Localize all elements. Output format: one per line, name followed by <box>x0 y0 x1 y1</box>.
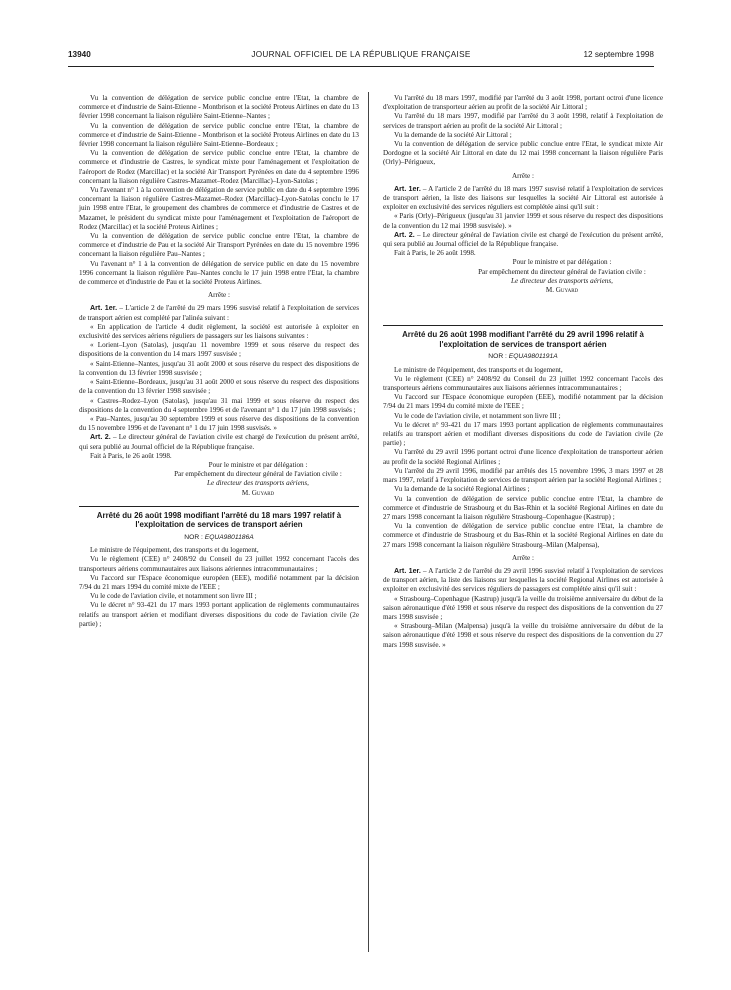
article-heading: Art. 1er. <box>90 304 118 313</box>
article-2 <box>79 433 359 451</box>
signature-line: Le directeur des transports aériens, <box>207 479 309 488</box>
right-column <box>383 94 663 650</box>
journal-title: JOURNAL OFFICIEL DE LA RÉPUBLIQUE FRANÇAISE <box>251 50 471 59</box>
signatory-name: M. Guyard <box>241 488 275 497</box>
page-header <box>68 50 654 64</box>
article-heading: Art. 2. <box>394 230 415 239</box>
article-heading: Art. 1er. <box>394 566 421 575</box>
signature-line: Pour le ministre et par délégation : <box>208 460 308 469</box>
arrete-label: Arrête : <box>511 171 534 180</box>
section-rule <box>383 325 663 326</box>
header-rule <box>68 66 654 67</box>
paragraph: Vu la convention de délégation de service public conclue entre l'Etat, la chambre de commerce et d'industrie de Strasbourg et du Bas-Rhin et la société Regional Airlines en date du 27 mars 1998 concernant la liaison régulière Strasbourg–Milan (Malpensa), <box>383 522 663 549</box>
article-heading: Art. 1er. <box>394 184 421 193</box>
arrete-label: Arrête : <box>207 291 230 300</box>
arrete-label: Arrête : <box>511 553 534 562</box>
column-separator <box>368 92 369 952</box>
paragraph: Vu la demande de la société Air Littoral ; <box>394 130 512 139</box>
paragraph: Vu la convention de délégation de service public conclue entre l'Etat, la chambre de commerce et d'industrie de Castres, le syndicat mixte pour l'aménagement et l'exploitation de l'aéroport de Rodez (Marcillac) et la société Air Transport Pyrénées en date du 4 septembre 1996 concernant la liaison régulière Castres-Mazamet–Rodez (Marcillac)–Lyon-Satolas ; <box>79 149 359 185</box>
paragraph: Vu la demande de la société Regional Airlines ; <box>394 485 530 494</box>
paragraph: Vu la convention de délégation de service public conclue entre l'Etat, la chambre de commerce et d'industrie de Pau et la société Air Transport Pyrénées en date du 15 novembre 1996 concernant la liaison régulière Pau–Nantes ; <box>79 232 359 259</box>
paragraph: Vu le règlement (CEE) n° 2408/92 du Conseil du 23 juillet 1992 concernant l'accès des transporteurs aériens communautaires aux liaisons aériennes intracommunautaires ; <box>79 555 359 573</box>
signature-line: Pour le ministre et par délégation : <box>512 258 612 267</box>
list-item: « Saint-Etienne–Bordeaux, jusqu'au 31 août 2000 et sous réserve du respect des dispositions de la convention du 13 février 1998 susvisée ; <box>79 378 359 396</box>
paragraph: Vu l'arrêté du 18 mars 1997, modifié par l'arrêté du 3 août 1998, portant octroi d'une licence d'exploitation de transporteur aérien au profit de la société Air Littoral ; <box>383 94 663 112</box>
article-text: – A l'article 2 de l'arrêté du 29 avril 1996 susvisé relatif à l'exploitation de services de transport aérien, la liste des liaisons sur lesquelles la société Regional Airlines est autorisée à exploiter en exclusivité des services réguliers de passagers est complétée ainsi qu'il suit : <box>383 566 663 594</box>
issue-date: 12 septembre 1998 <box>583 50 654 59</box>
decree-title: Arrêté du 26 août 1998 modifiant l'arrêté du 18 mars 1997 relatif à l'exploitation de services de transport aérien <box>96 510 342 530</box>
paragraph: Vu la convention de délégation de service public conclue entre l'Etat, la chambre de commerce et d'industrie de Saint-Etienne - Montbrison et la société Proteus Airlines en date du 13 février 1998 concernant la liaison régulière Saint-Etienne–Bordeaux ; <box>79 121 359 149</box>
decree-title: Arrêté du 26 août 1998 modifiant l'arrêté du 29 avril 1996 relatif à l'exploitation de services de transport aérien <box>402 330 644 349</box>
done-at: Fait à Paris, le 26 août 1998. <box>90 451 172 460</box>
paragraph: Vu l'avenant n° 1 à la convention de délégation de service public en date du 4 septembre 1996 concernant la liaison régulière Castres-Mazamet–Rodez (Marcillac)–Lyon-Satolas conclu le 17 juin 1998 entre l'Etat, le groupement des chambres de commerce et d'industrie de Castres et de Mazamet, le président du syndicat mixte pour l'aménagement et l'exploitation de l'aéroport de Rodez (Marcillac) et la société Proteus Airlines ; <box>79 186 359 231</box>
article-1 <box>383 185 663 213</box>
paragraph: Vu le code de l'aviation civile, et notamment son livre III ; <box>394 411 561 420</box>
paragraph: Vu le décret n° 93-421 du 17 mars 1993 portant application de règlements communautaires relatifs au transport aérien et modifiant diverses dispositions du code de l'aviation civile (2e partie) ; <box>383 420 663 448</box>
signatory-name: M. Guyard <box>545 286 579 295</box>
paragraph: Vu le règlement (CEE) n° 2408/92 du Conseil du 23 juillet 1992 concernant l'accès des transporteurs aériens communautaires aux liaisons aériennes intracommunautaires ; <box>383 374 663 393</box>
article-text: – L'article 2 de l'arrêté du 29 mars 1996 susvisé relatif à l'exploitation de services de transport aérien est complété par l'alinéa suivant : <box>79 304 360 322</box>
page-number: 13940 <box>68 50 91 59</box>
paragraph: Vu le décret n° 93-421 du 17 mars 1993 portant application de règlements communautaires relatifs au transport aérien et modifiant diverses dispositions du code de l'aviation civile (2e partie) ; <box>79 601 359 628</box>
paragraph: Le ministre de l'équipement, des transports et du logement, <box>90 546 259 555</box>
section-rule <box>79 506 359 507</box>
nor-reference: NOR : EQUA9801191A <box>488 353 558 361</box>
article-heading: Art. 2. <box>90 433 111 442</box>
done-at: Fait à Paris, le 26 août 1998. <box>394 249 476 258</box>
article-text: – A l'article 2 de l'arrêté du 18 mars 1997 susvisé relatif à l'exploitation de services de transport aérien, la liste des liaisons sur lesquelles la société Air Littoral est autorisée à exploiter en exclusivité des services réguliers est complétée ainsi qu'il suit : <box>383 184 664 212</box>
article-1 <box>79 304 359 322</box>
article-2 <box>383 231 663 249</box>
paragraph: Vu l'avenant n° 1 à la convention de délégation de service public en date du 15 novembre 1996 concernant la liaison régulière Pau–Nantes conclu le 17 juin 1998 entre l'Etat, la chambre de commerce et d'industrie de Pau et la société Proteus Airlines. <box>79 259 359 287</box>
paragraph: Vu l'accord sur l'Espace économique européen (EEE), modifié notamment par la décision 7/94 du 21 mars 1994 du comité mixte de l'EEE ; <box>79 573 359 591</box>
list-item: « Strasbourg–Milan (Malpensa) jusqu'à la veille du troisième anniversaire du début de la saison aéronautique d'été 1998 et sous réserve du respect des dispositions de la convention du 27 mars 1998 susvisée. » <box>383 622 663 649</box>
list-item: « Lorient–Lyon (Satolas), jusqu'au 11 novembre 1999 et sous réserve du respect des dispositions de la convention du 14 mars 1997 susvisée ; <box>79 341 359 359</box>
paragraph: Vu l'arrêté du 29 avril 1996, modifié par arrêtés des 15 novembre 1996, 3 mars 1997 et 28 mars 1997, relatif à l'exploitation de services de transport aérien par la société Regional Airlines ; <box>383 466 663 485</box>
signature-line: Le directeur des transports aériens, <box>511 276 613 285</box>
paragraph: Vu l'accord sur l'Espace économique européen (EEE), modifié notamment par la décision 7/94 du 21 mars 1994 du comité mixte de l'EEE ; <box>383 393 663 411</box>
signature-line: Par empêchement du directeur général de l'aviation civile : <box>478 267 646 276</box>
signature-line: Par empêchement du directeur général de l'aviation civile : <box>174 470 342 479</box>
list-item: « Castres–Rodez–Lyon (Satolas), jusqu'au 31 mai 1999 et sous réserve du respect des dispositions de la convention du 4 septembre 1996 et de l'avenant n° 1 du 17 juin 1998 susvisés ; <box>79 396 359 414</box>
paragraph: Vu le code de l'aviation civile, et notamment son livre III ; <box>90 592 257 601</box>
list-item: « Saint-Etienne–Nantes, jusqu'au 31 août 2000 et sous réserve du respect des dispositions de la convention du 13 février 1998 susvisée ; <box>79 359 359 377</box>
article-1 <box>383 567 663 595</box>
paragraph: Vu l'arrêté du 18 mars 1997, modifié par l'arrêté du 3 août 1998, relatif à l'exploitation de services de transport aérien au profit de la société Air Littoral ; <box>383 112 663 130</box>
left-column <box>79 94 359 629</box>
article-text: – Le directeur général de l'aviation civile est chargé de l'exécution du présent arrêté, qui sera publié au Journal officiel de la République française. <box>79 433 359 451</box>
paragraph: Vu la convention de délégation de service public conclue entre l'Etat, le syndicat mixte Air Dordogne et la société Air Littoral en date du 12 mai 1998 concernant la liaison régulière Paris (Orly)–Périgueux, <box>383 140 663 167</box>
nor-reference: NOR : EQUA9801186A <box>184 533 254 541</box>
paragraph: Le ministre de l'équipement, des transports et du logement, <box>394 365 563 374</box>
list-item: « Pau–Nantes, jusqu'au 30 septembre 1999 et sous réserve des dispositions de la convention du 15 novembre 1996 et de l'avenant n° 1 du 17 juin 1998 susvisés. » <box>79 414 359 433</box>
article-text: – Le directeur général de l'aviation civile est chargé de l'exécution du présent arrêté, qui sera publié au Journal officiel de la République française. <box>383 230 663 249</box>
paragraph: Vu la convention de délégation de service public conclue entre l'Etat, la chambre de commerce et d'industrie de Strasbourg et du Bas-Rhin et la société Regional Airlines en date du 27 mars 1998 concernant la liaison régulière Strasbourg–Copenhague (Kastrup) ; <box>383 494 663 521</box>
paragraph: Vu la convention de délégation de service public conclue entre l'Etat, la chambre de commerce et d'industrie de Saint-Etienne - Montbrison et la société Proteus Airlines en date du 13 février 1998 concernant la liaison régulière Saint-Etienne–Nantes ; <box>79 94 359 121</box>
list-item: « En application de l'article 4 dudit règlement, la société est autorisée à exploiter en exclusivité des services aériens réguliers de passagers sur les liaisons suivantes : <box>79 322 359 341</box>
list-item: « Strasbourg–Copenhague (Kastrup) jusqu'à la veille du troisième anniversaire du début de la saison aéronautique d'été 1998 et sous réserve du respect des dispositions de la convention du 27 mars 1998 susvisée ; <box>383 594 663 621</box>
paragraph: Vu l'arrêté du 29 avril 1996 portant octroi d'une licence d'exploitation de transporteur aérien au profit de la société Regional Airlines ; <box>383 448 663 466</box>
list-item: « Paris (Orly)–Périgueux (jusqu'au 31 janvier 1999 et sous réserve du respect des dispositions de la convention du 12 mai 1998 susvisée). » <box>383 212 663 230</box>
